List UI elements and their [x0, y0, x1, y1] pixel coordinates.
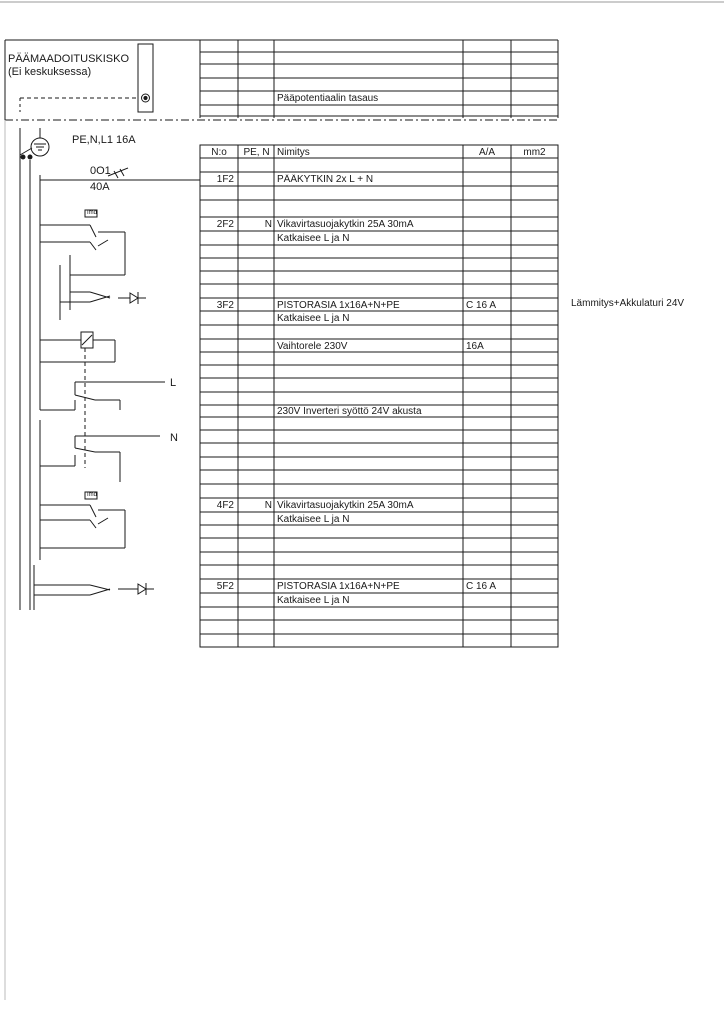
row-2f2-no: 2F2: [216, 219, 234, 230]
row-5f2-note: Katkaisee L ja N: [277, 595, 350, 606]
header-mm2: mm2: [523, 147, 546, 158]
header-box-title: PÄÄMAADOITUSKISKO: [8, 53, 130, 65]
row-2f2-note: Katkaisee L ja N: [277, 233, 350, 244]
header-pe-n: PE, N: [243, 147, 270, 158]
equipotential-label: Pääpotentiaalin tasaus: [277, 93, 379, 104]
row-3f2-name: PISTORASIA 1x16A+N+PE: [277, 300, 400, 311]
row-2f2-pe: N: [264, 219, 272, 230]
rcd1-tag: Imd: [87, 210, 98, 216]
row-4f2-pe: N: [264, 500, 272, 511]
row-4f2-name: Vikavirtasuojakytkin 25A 30mA: [277, 500, 414, 511]
row-relay-aa: 16A: [466, 341, 484, 352]
row-1f2-no: 1F2: [216, 174, 234, 185]
header-box-subtitle: (Ei keskuksessa): [8, 66, 92, 78]
row-5f2-name: PISTORASIA 1x16A+N+PE: [277, 581, 400, 592]
header-no: N:o: [211, 147, 227, 158]
row-3f2-note: Katkaisee L ja N: [277, 313, 350, 324]
top-table-grid: [200, 40, 558, 118]
row-5f2-aa: C 16 A: [466, 581, 497, 592]
row-4f2-note: Katkaisee L ja N: [277, 514, 350, 525]
row-5f2-no: 5F2: [216, 581, 234, 592]
side-note: Lämmitys+Akkulaturi 24V: [571, 298, 685, 309]
row-inverter-name: 230V Inverteri syöttö 24V akusta: [277, 406, 422, 417]
row-2f2-name: Vikavirtasuojakytkin 25A 30mA: [277, 219, 414, 230]
header-aa: A/A: [478, 147, 496, 158]
main-switch-state: 0O1: [90, 165, 111, 177]
main-switch-rating: 40A: [90, 181, 110, 193]
row-4f2-no: 4F2: [216, 500, 234, 511]
row-3f2-aa: C 16 A: [466, 300, 497, 311]
row-relay-name: Vaihtorele 230V: [277, 341, 348, 352]
wire-line-label: L: [170, 377, 177, 389]
row-1f2-name: PÄÄKYTKIN 2x L + N: [277, 174, 374, 185]
rcd2-tag: Imd: [87, 492, 98, 498]
header-name: Nimitys: [277, 147, 310, 158]
wire-neutral-label: N: [170, 432, 178, 444]
row-3f2-no: 3F2: [216, 300, 234, 311]
supply-label: PE,N,L1 16A: [72, 134, 136, 146]
